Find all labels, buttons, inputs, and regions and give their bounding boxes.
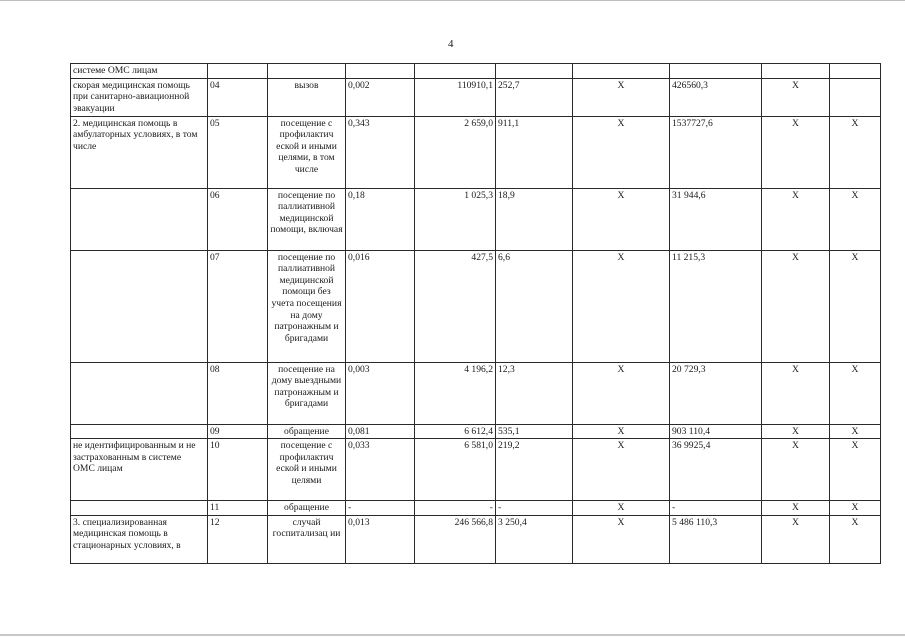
row-x-cell: X <box>830 116 881 188</box>
table-row <box>71 424 881 439</box>
row-x-cell: X <box>762 188 830 250</box>
row-x-cell: X <box>573 439 670 501</box>
row-x-cell: X <box>762 501 830 516</box>
data-table <box>70 63 881 564</box>
row-finance-total-cell: 11 215,3 <box>670 250 762 362</box>
row-code-cell: 12 <box>208 515 268 563</box>
row-unit-cell: обращение <box>268 501 346 516</box>
row-x-cell: X <box>573 78 670 116</box>
row-unit-cell: вызов <box>268 78 346 116</box>
row-finance-total-cell: 36 9925,4 <box>670 439 762 501</box>
row-finance-cell: 252,7 <box>496 78 573 116</box>
row-x-cell: X <box>573 424 670 439</box>
scan-edge-bottom <box>0 634 905 636</box>
row-finance-total-cell: - <box>670 501 762 516</box>
row-unit-cell: случай госпитализац ии <box>268 515 346 563</box>
page-number: 4 <box>448 38 454 50</box>
row-finance-cell: 219,2 <box>496 439 573 501</box>
row-name-cell: 2. медицинская помощь в амбулаторных условиях, в том числе <box>71 116 208 188</box>
row-unit-cell: посещение с профилактич еской и иными целями <box>268 439 346 501</box>
table-row <box>71 78 881 116</box>
row-cost-cell <box>415 64 496 79</box>
row-x-cell: X <box>573 250 670 362</box>
row-name-cell: скорая медицинская помощь при санитарно-авиационной эвакуации <box>71 78 208 116</box>
row-code-cell <box>208 64 268 79</box>
row-norm-cell: 0,013 <box>346 515 415 563</box>
row-finance-total-cell: 1537727,6 <box>670 116 762 188</box>
row-x-cell: X <box>762 362 830 424</box>
row-unit-cell <box>268 64 346 79</box>
row-norm-cell <box>346 64 415 79</box>
row-norm-cell: 0,081 <box>346 424 415 439</box>
row-finance-total-cell: 20 729,3 <box>670 362 762 424</box>
row-x-cell: X <box>573 515 670 563</box>
table-row <box>71 250 881 362</box>
row-name-cell: системе ОМС лицам <box>71 64 208 79</box>
row-norm-cell: 0,343 <box>346 116 415 188</box>
row-x-cell: X <box>762 78 830 116</box>
row-code-cell: 06 <box>208 188 268 250</box>
row-finance-cell: 18,9 <box>496 188 573 250</box>
row-finance-cell: 6,6 <box>496 250 573 362</box>
row-x-cell <box>830 78 881 116</box>
row-name-cell: не идентифицированным и не застрахованным в системе ОМС лицам <box>71 439 208 501</box>
row-cost-cell: 6 581,0 <box>415 439 496 501</box>
row-name-cell <box>71 250 208 362</box>
row-x-cell: X <box>830 424 881 439</box>
table-row <box>71 515 881 563</box>
row-x-cell <box>762 64 830 79</box>
row-code-cell: 11 <box>208 501 268 516</box>
row-unit-cell: посещение на дому выездными патронажным и бригадами <box>268 362 346 424</box>
row-finance-total-cell: 5 486 110,3 <box>670 515 762 563</box>
row-finance-cell: 12,3 <box>496 362 573 424</box>
row-norm-cell: 0,003 <box>346 362 415 424</box>
row-x-cell: X <box>573 116 670 188</box>
table-row <box>71 362 881 424</box>
row-cost-cell: - <box>415 501 496 516</box>
row-name-cell: 3. специализированная медицинская помощь в стационарных условиях, в <box>71 515 208 563</box>
row-x-cell: X <box>830 439 881 501</box>
row-finance-total-cell: 903 110,4 <box>670 424 762 439</box>
row-x-cell: X <box>830 515 881 563</box>
row-x-cell: X <box>573 362 670 424</box>
row-unit-cell: посещение по паллиативной медицинской помощи без учета посещения на дому патронажным и бригадами <box>268 250 346 362</box>
row-code-cell: 07 <box>208 250 268 362</box>
row-code-cell: 10 <box>208 439 268 501</box>
row-unit-cell: посещение по паллиативной медицинской помощи, включая <box>268 188 346 250</box>
row-code-cell: 08 <box>208 362 268 424</box>
row-x-cell <box>573 64 670 79</box>
row-x-cell: X <box>762 250 830 362</box>
row-finance-cell: 911,1 <box>496 116 573 188</box>
row-norm-cell: 0,016 <box>346 250 415 362</box>
row-finance-total-cell <box>670 64 762 79</box>
row-x-cell: X <box>830 250 881 362</box>
row-cost-cell: 246 566,8 <box>415 515 496 563</box>
row-code-cell: 05 <box>208 116 268 188</box>
row-x-cell: X <box>762 424 830 439</box>
table-row <box>71 501 881 516</box>
row-x-cell: X <box>830 188 881 250</box>
table-row <box>71 439 881 501</box>
row-x-cell: X <box>830 362 881 424</box>
row-finance-cell: - <box>496 501 573 516</box>
row-finance-total-cell: 426560,3 <box>670 78 762 116</box>
row-name-cell <box>71 501 208 516</box>
row-x-cell: X <box>762 116 830 188</box>
row-cost-cell: 2 659,0 <box>415 116 496 188</box>
row-finance-cell: 535,1 <box>496 424 573 439</box>
row-x-cell: X <box>762 439 830 501</box>
row-unit-cell: посещение с профилактич еской и иными целями, в том числе <box>268 116 346 188</box>
row-finance-cell: 3 250,4 <box>496 515 573 563</box>
row-code-cell: 04 <box>208 78 268 116</box>
row-cost-cell: 6 612,4 <box>415 424 496 439</box>
scan-edge-top <box>0 0 905 1</box>
table-row <box>71 116 881 188</box>
row-norm-cell: 0,033 <box>346 439 415 501</box>
table-row <box>71 64 881 79</box>
row-cost-cell: 110910,1 <box>415 78 496 116</box>
row-code-cell: 09 <box>208 424 268 439</box>
row-finance-total-cell: 31 944,6 <box>670 188 762 250</box>
row-name-cell <box>71 424 208 439</box>
row-finance-cell <box>496 64 573 79</box>
row-x-cell: X <box>573 188 670 250</box>
row-unit-cell: обращение <box>268 424 346 439</box>
row-norm-cell: 0,18 <box>346 188 415 250</box>
row-x-cell: X <box>830 501 881 516</box>
row-x-cell: X <box>762 515 830 563</box>
row-name-cell <box>71 188 208 250</box>
row-norm-cell: - <box>346 501 415 516</box>
row-cost-cell: 1 025,3 <box>415 188 496 250</box>
row-name-cell <box>71 362 208 424</box>
row-cost-cell: 427,5 <box>415 250 496 362</box>
row-norm-cell: 0,002 <box>346 78 415 116</box>
table-row <box>71 188 881 250</box>
row-x-cell <box>830 64 881 79</box>
row-x-cell: X <box>573 501 670 516</box>
row-cost-cell: 4 196,2 <box>415 362 496 424</box>
